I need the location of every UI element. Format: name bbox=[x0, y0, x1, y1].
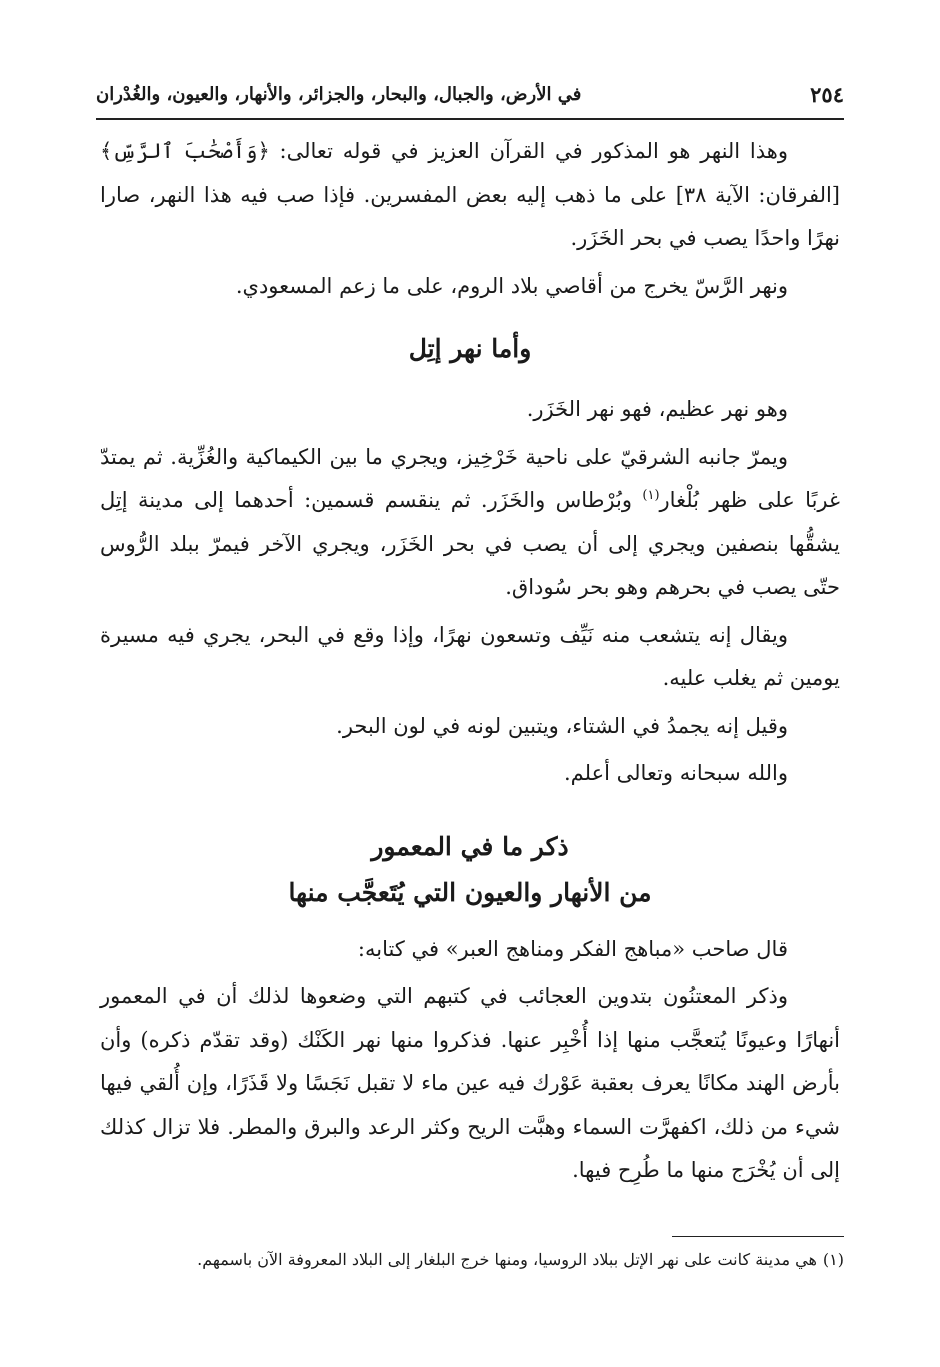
section-heading-line-2: من الأنهار والعيون التي يُتَعجَّب منها bbox=[288, 877, 652, 907]
quran-verse: ﴿وَأَصْحَٰبَ ٱلرَّسِّ﴾ bbox=[100, 139, 270, 163]
paragraph-itil-intro: وهو نهر عظيم، فهو نهر الخَزَر. bbox=[526, 397, 788, 421]
paragraph-text: وبُرْطاس والخَزَر. ثم ينقسم قسمين: أحدهما إلى مدينة إتِل يشقُّها بنصفين ويجري إلى أن يصب في بحر الخَزَر، ويجري الآخر فيمرّ ببلد الرُّوس حتّى يصب في بحرهم وهو بحر سُوداق. bbox=[100, 488, 840, 599]
main-text bbox=[100, 130, 840, 1197]
paragraph-itil-winter: وقيل إنه يجمدُ في الشتاء، ويتبين لونه في لون البحر. bbox=[336, 713, 788, 738]
paragraph-itil-branches: ويقال إنه يتشعب منه نَيِّف وتسعون نهرًا، وإذا وقع في البحر، يجري فيه مسيرة يومين ثم يغلب عليه. bbox=[100, 622, 840, 690]
paragraph-source-citation: قال صاحب «مباهج الفكر ومناهج العبر» في كتابه: bbox=[357, 936, 788, 961]
paragraph-itil-course bbox=[100, 436, 840, 610]
footnote-marker: (١) bbox=[822, 1250, 844, 1269]
paragraph-text: وهذا النهر هو المذكور في القرآن العزيز في قوله تعالى: bbox=[269, 139, 789, 163]
paragraph-wonders: وذكر المعتنُون بتدوين العجائب في كتبهم التي وضعوها لذلك أن في المعمور أنهارًا وعيونًا يُتعجَّب منها إذا أُخْبِر عنها. فذكروا منها نهر الكَنْك (وقد تقدّم ذكره) وأن بأرض الهند مكانًا يعرف بعقبة عَوْرك فيه عين ماء لا تقبل نَجَسًا ولا قَذَرًا، وإن أُلقي فيها شيء من ذلك، اكفهرَّت السماء وهبَّت الريح وكثر الرعد والبرق والمطر. فلا تزال كذلك إلى أن يُخْرَج منها ما طُرِح فيها. bbox=[100, 984, 840, 1182]
running-title: في الأرض، والجبال، والبحار، والجزائر، والأنهار، والعيون، والغُدْران bbox=[96, 83, 582, 105]
footnote-1 bbox=[100, 1246, 844, 1273]
paragraph-quran-reference bbox=[100, 130, 840, 261]
footnotes bbox=[100, 1246, 844, 1273]
paragraph-text: ويمرّ جانبه الشرقيّ على ناحية خَرْخِيز، ويجري ما بين الكيماكية والغُزِّية. ثم يمتدّ غربًا على ظهر بُلْغار bbox=[100, 444, 840, 512]
section-heading-line-1: ذكر ما في المعمور bbox=[371, 831, 569, 861]
page-header bbox=[96, 74, 844, 114]
header-divider bbox=[96, 118, 844, 120]
footnote-reference[interactable]: (١) bbox=[642, 488, 660, 503]
paragraph-closing-formula: والله سبحانه وتعالى أعلم. bbox=[564, 761, 788, 785]
footnote-text: هي مدينة كانت على نهر الإتل ببلاد الروسيا، ومنها خرج البلغار إلى البلاد المعروفة الآن باسمهم. bbox=[197, 1250, 817, 1269]
paragraph-ras-river: ونهر الرَّسّ يخرج من أقاصي بلاد الروم، على ما زعم المسعودي. bbox=[235, 273, 788, 298]
section-heading-itil: وأما نهر إتِل bbox=[408, 334, 532, 363]
section-heading-wonders bbox=[100, 824, 840, 916]
page-number: ٢٥٤ bbox=[810, 81, 844, 107]
paragraph-text: [الفرقان: الآية ٣٨] على ما ذهب إليه بعض المفسرين. فإذا صب فيه هذا النهر، صارا نهرًا واحدًا يصب في بحر الخَزَر. bbox=[100, 182, 840, 250]
footnote-divider bbox=[672, 1236, 844, 1237]
